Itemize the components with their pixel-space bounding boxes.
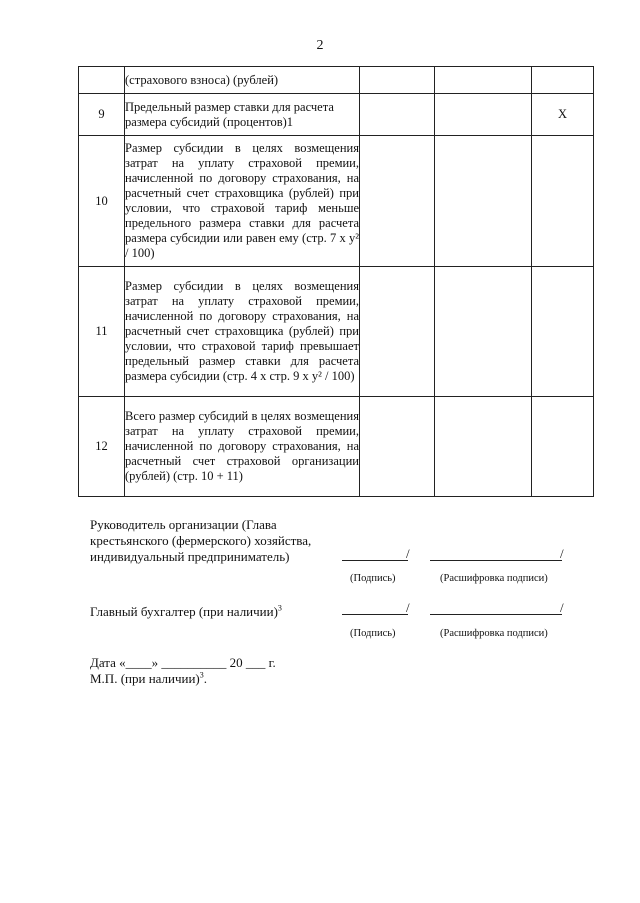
footnote-mark: 3 (199, 670, 204, 680)
value-cell (360, 136, 435, 267)
stamp-dot: . (203, 671, 208, 686)
x-mark: X (532, 94, 594, 136)
table-row (79, 397, 594, 497)
table-row (79, 136, 594, 267)
value-cell (435, 267, 532, 397)
accountant-signature-slash: / (406, 600, 410, 615)
value-cell (360, 94, 435, 136)
accountant-sign-caption: (Подпись) (350, 628, 396, 639)
head-decode-caption: (Расшифровка подписи) (440, 573, 548, 584)
accountant-decode-caption: (Расшифровка подписи) (440, 628, 548, 639)
head-decoding-line[interactable] (430, 560, 562, 561)
row-number: 12 (79, 397, 125, 497)
row-number: 11 (79, 267, 125, 397)
stamp-line (90, 671, 207, 687)
head-decoding-slash: / (560, 546, 564, 561)
page-number: 2 (316, 38, 324, 53)
table-row (79, 94, 594, 136)
table-row (79, 267, 594, 397)
value-cell (360, 267, 435, 397)
row-description: Размер субсидии в целях возмещения затрат на уплату страховой премии, начисленной по договору страхования, на расчетный счет страховщика (рублей) при условии, что страховой тариф меньше предельного размера ставки для расчета размера субсидии или равен ему (стр. 7 x y² / 100) (125, 136, 360, 267)
head-signature-slash: / (406, 546, 410, 561)
head-signature-label: Руководитель организации (Глава крестьянского (фермерского) хозяйства, индивидуальный предприниматель) (90, 517, 312, 564)
stamp-text: М.П. (при наличии) (90, 671, 200, 686)
value-cell (435, 397, 532, 497)
head-sign-caption: (Подпись) (350, 573, 396, 584)
value-cell (435, 94, 532, 136)
row-description: Всего размер субсидий в целях возмещения затрат на уплату страховой премии, начисленной по договору страхования, на расчетный счет страховой организации (рублей) (стр. 10 + 11) (125, 397, 360, 497)
date-line: Дата «____» __________ 20 ___ г. (90, 655, 276, 670)
accountant-signature-line[interactable] (342, 614, 408, 615)
table-row (79, 67, 594, 94)
value-cell (435, 136, 532, 267)
row-number (79, 67, 125, 94)
row-number: 9 (79, 94, 125, 136)
accountant-label-text: Главный бухгалтер (при наличии) (90, 604, 278, 619)
head-signature-line[interactable] (342, 560, 408, 561)
value-cell (360, 397, 435, 497)
value-cell (435, 67, 532, 94)
value-cell (532, 136, 594, 267)
value-cell (360, 67, 435, 94)
footnote-mark: 3 (277, 603, 282, 613)
value-cell (532, 267, 594, 397)
row-number: 10 (79, 136, 125, 267)
accountant-decoding-line[interactable] (430, 614, 562, 615)
value-cell (532, 67, 594, 94)
accountant-decoding-slash: / (560, 600, 564, 615)
row-description: Размер субсидии в целях возмещения затрат на уплату страховой премии, начисленной по договору страхования, на расчетный счет страховщика (рублей) при условии, что страховой тариф превышает предельный размер ставки для расчета размера субсидии (стр. 4 x стр. 9 x y² / 100) (125, 267, 360, 397)
value-cell (532, 397, 594, 497)
row-description: Предельный размер ставки для расчета размера субсидий (процентов)1 (125, 94, 360, 136)
subsidy-calculation-table (78, 66, 594, 497)
row-description: (страхового взноса) (рублей) (125, 67, 360, 94)
accountant-signature-label (90, 604, 282, 620)
